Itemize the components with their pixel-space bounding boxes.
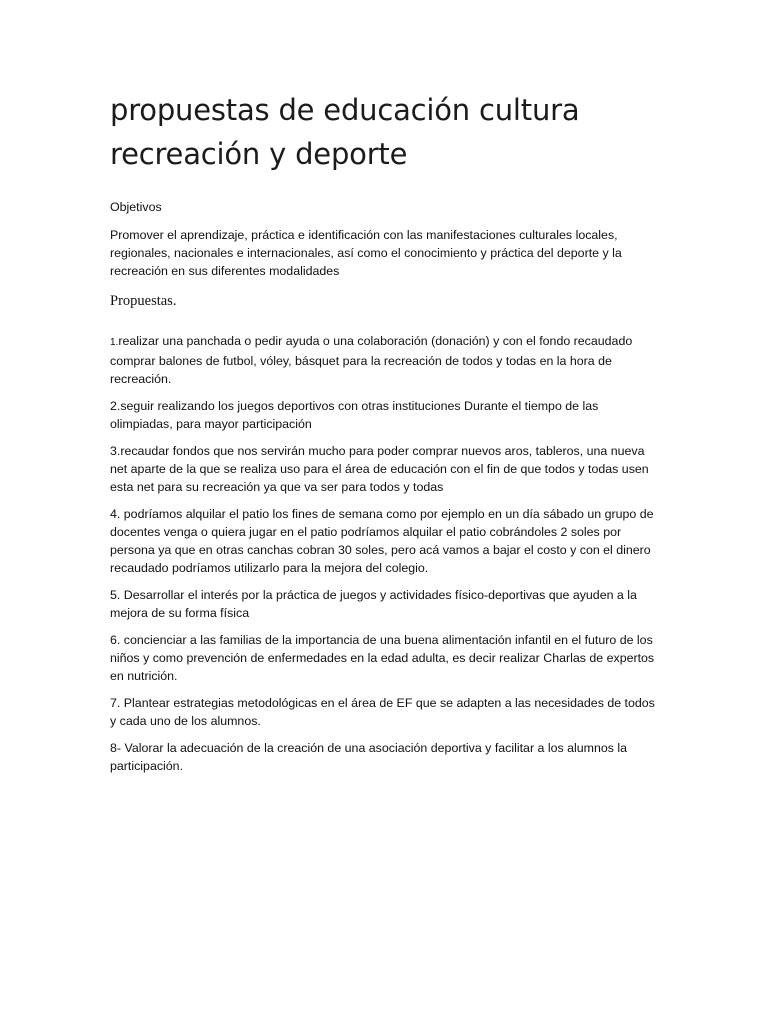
- propuesta-number: 5.: [110, 588, 121, 602]
- propuesta-item-6: [110, 631, 658, 685]
- propuesta-item-8: [110, 739, 658, 775]
- propuesta-item-7: [110, 694, 658, 730]
- propuesta-text: concienciar a las familias de la importancia de una buena alimentación infantil en el futuro de los niños y como prevención de enfermedades en la edad adulta, es decir realizar Charlas de expertos en nutrición.: [110, 633, 655, 683]
- propuesta-text: podríamos alquilar el patio los fines de semana como por ejemplo en un día sábado un grupo de docentes venga o quiera jugar en el patio podríamos alquilar el patio cobrándoles 2 soles por persona ya que en otras canchas cobran 30 soles, pero acá vamos a bajar el costo y con el dinero recaudado podríamos utilizarlo para la mejora del colegio.: [110, 507, 654, 575]
- propuesta-item-5: [110, 586, 658, 622]
- propuesta-text: Plantear estrategias metodológicas en el área de EF que se adapten a las necesidades de todos y cada uno de los alumnos.: [110, 696, 655, 728]
- propuesta-item-1: [110, 332, 658, 388]
- document-page: [110, 88, 658, 784]
- propuesta-number: 6.: [110, 633, 121, 647]
- propuesta-text: recaudar fondos que nos servirán mucho para poder comprar nuevos aros, tableros, una nueva net aparte de la que se realiza uso para el área de educación con el fin de que todos y todas usen esta net para su recreación ya que va ser para todos y todas: [110, 444, 649, 494]
- propuesta-item-2: [110, 397, 658, 433]
- propuesta-number: 2.: [110, 399, 121, 413]
- propuesta-number: 1.: [110, 337, 119, 348]
- propuesta-text: realizar una panchada o pedir ayuda o una colaboración (donación) y con el fondo recaudado comprar balones de futbol, vóley, básquet para la recreación de todos y todas en la hora de recreación.: [110, 334, 633, 386]
- document-title: propuestas de educación cultura recreación y deporte: [110, 93, 580, 171]
- propuesta-number: 4.: [110, 507, 121, 521]
- propuesta-text: Desarrollar el interés por la práctica de juegos y actividades físico-deportivas que ayuden a la mejora de su forma física: [110, 588, 637, 620]
- propuesta-text: seguir realizando los juegos deportivos con otras instituciones Durante el tiempo de las olimpiadas, para mayor participación: [110, 399, 599, 431]
- objetivos-heading: Objetivos: [110, 200, 162, 214]
- propuesta-number: 7.: [110, 696, 121, 710]
- propuesta-number: 8-: [110, 741, 122, 755]
- propuesta-number: 3.: [110, 444, 121, 458]
- propuesta-text: Valorar la adecuación de la creación de una asociación deportiva y facilitar a los alumnos la participación.: [110, 741, 628, 773]
- propuesta-item-3: [110, 442, 658, 496]
- objetivos-paragraph: Promover el aprendizaje, práctica e identificación con las manifestaciones culturales locales, regionales, nacionales e internacionales, así como el conocimiento y práctica del deporte y la recreación en sus diferentes modalidades: [110, 228, 622, 278]
- propuestas-heading: Propuestas.: [110, 293, 177, 309]
- propuestas-list: [110, 332, 658, 775]
- propuesta-item-4: [110, 505, 658, 577]
